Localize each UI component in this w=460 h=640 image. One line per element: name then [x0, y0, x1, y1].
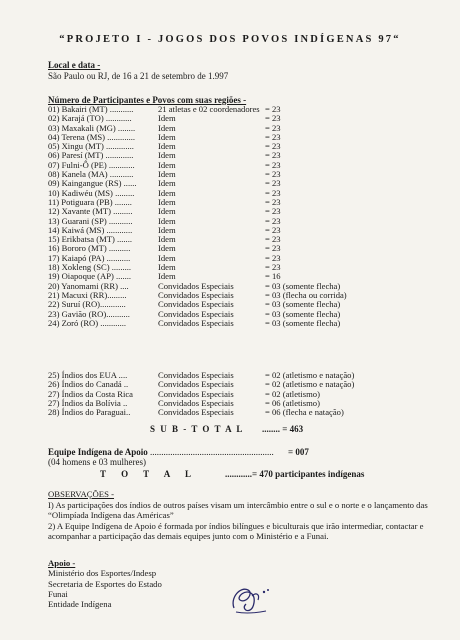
participant-description: Idem	[158, 252, 176, 263]
participant-count: = 23	[265, 113, 281, 124]
participant-row	[48, 319, 428, 328]
participant-name: 10) Kadiwéu (MS) .........	[48, 187, 135, 198]
participant-description: Idem	[158, 131, 176, 142]
participant-description: Convidados Especiais	[158, 280, 234, 291]
participant-description: Idem	[158, 187, 176, 198]
participant-count: = 23	[265, 150, 281, 161]
participant-description: Idem	[158, 169, 176, 180]
apoio-heading: Apoio -	[48, 558, 76, 568]
apoio-item: Ministério dos Esportes/Indesp	[48, 568, 157, 579]
participant-count: = 23	[265, 224, 281, 235]
participant-count: = 02 (atletismo e natação)	[265, 370, 355, 380]
participant-name: 07) Fulni-Ô (PE) ............	[48, 159, 135, 170]
participant-name: 26) Índios do Canadá ..	[48, 379, 129, 390]
participant-description: Idem	[158, 215, 176, 226]
participant-description: Idem	[158, 113, 176, 124]
apoio-item: Secretaria de Esportes do Estado	[48, 578, 162, 589]
participant-description: Convidados Especiais	[158, 397, 234, 408]
participant-name: 18) Xokleng (SC) .........	[48, 262, 132, 273]
participant-count: = 23	[265, 187, 281, 198]
participant-count: = 23	[265, 122, 281, 133]
subtotal-value: ........ = 463	[262, 424, 304, 434]
participant-name: 03) Maxakali (MG) ........	[48, 122, 136, 133]
participant-description: Idem	[158, 206, 176, 217]
participant-description: Convidados Especiais	[158, 388, 234, 399]
participant-name: 19) Oiapoque (AP) .......	[48, 271, 132, 282]
participant-count: = 23	[265, 215, 281, 226]
participant-description: 21 atletas e 02 coordenadores	[158, 104, 260, 114]
observacao-2: 2) A Equipe Indígena de Apoio é formada por índios bilíngues e biculturais que irão intermediar, contactar e acompanhar a participação das demais equipes junto com o Ministério e a Funai.	[48, 520, 424, 541]
participant-name: 20) Yanomami (RR) ....	[48, 280, 129, 291]
local-heading: Local e data -	[48, 60, 101, 70]
participant-name: 08) Kanela (MA) ...........	[48, 169, 134, 180]
participant-name: 01) Bakairi (MT) ...........	[48, 104, 134, 114]
participant-name: 14) Kaiwá (MS) ............	[48, 224, 133, 235]
foreign-participants-list	[48, 371, 428, 417]
participant-count: = 16	[265, 271, 281, 282]
participant-name: 11) Potiguara (PB) ........	[48, 196, 132, 207]
participant-count: = 23	[265, 262, 281, 273]
participant-count: = 03 (somente flecha)	[265, 308, 341, 319]
equipe-dots: .......................................................	[150, 447, 274, 457]
subtotal-label: S U B - T O T A L	[150, 424, 244, 434]
participant-name: 04) Terena (MS) .............	[48, 131, 136, 142]
participant-description: Idem	[158, 224, 176, 235]
participant-count: = 23	[265, 243, 281, 254]
participant-description: Idem	[158, 243, 176, 254]
participants-heading-text: Número de Participantes e Povos com suas regiões -	[48, 95, 247, 105]
participant-name: 22) Suruí (RO)............	[48, 299, 126, 310]
participant-count: = 23	[265, 178, 281, 189]
participant-description: Idem	[158, 178, 176, 189]
equipe-line	[48, 447, 309, 467]
local-text: São Paulo ou RJ, de 16 a 21 de setembro de 1.997	[48, 70, 229, 81]
participant-name: 02) Karajá (TO) ............	[48, 113, 132, 124]
participant-count: = 23	[265, 159, 281, 170]
participant-name: 05) Xingu (MT) .............	[48, 141, 134, 152]
participant-count: = 23	[265, 104, 281, 114]
participant-count: = 03 (somente flecha)	[265, 280, 341, 291]
participant-count: = 23	[265, 141, 281, 152]
apoio-section	[48, 558, 162, 609]
participant-name: 24) Zoró (RO) ............	[48, 317, 127, 328]
participant-description: Convidados Especiais	[158, 317, 234, 328]
participant-description: Idem	[158, 150, 176, 161]
participant-name: 27) Índios da Costa Rica	[48, 388, 133, 399]
participant-name: 17) Kaiapó (PA) ...........	[48, 252, 131, 263]
participant-count: = 03 (flecha ou corrida)	[265, 289, 347, 300]
participant-description: Convidados Especiais	[158, 379, 234, 390]
participants-list	[48, 105, 428, 328]
participant-count: = 03 (somente flecha)	[265, 317, 341, 328]
participant-description: Convidados Especiais	[158, 370, 234, 380]
local-section	[48, 60, 228, 81]
document-title: “PROJETO I - JOGOS DOS POVOS INDÍGENAS 97“	[59, 34, 401, 45]
handwritten-signature	[226, 578, 286, 618]
participant-count: = 23	[265, 131, 281, 142]
participant-count: = 23	[265, 234, 281, 245]
participant-name: 23) Gavião (RO)...........	[48, 308, 130, 319]
participant-name: 12) Xavante (MT) .........	[48, 206, 133, 217]
participant-description: Idem	[158, 262, 176, 273]
participant-name: 09) Kaingangue (RS) ......	[48, 178, 137, 189]
participant-name: 13) Guarani (SP) ...........	[48, 215, 133, 226]
participant-name: 28) Índios do Paraguai..	[48, 407, 131, 418]
participant-name: 15) Erikbatsa (MT) .......	[48, 234, 133, 245]
observacao-1: I) As participações dos índios de outros países visam um intercâmbio entre o sul e o norte e o lançamento das “Olimpíada Indígena das Américas”	[48, 499, 428, 520]
participant-count: = 02 (atletismo e natação)	[265, 379, 355, 390]
observacoes-section	[48, 489, 440, 542]
participant-description: Convidados Especiais	[158, 289, 234, 300]
participant-description: Convidados Especiais	[158, 308, 234, 319]
participant-name: 25) Índios dos EUA ....	[48, 370, 128, 380]
participant-count: = 02 (atletismo)	[265, 388, 320, 399]
participant-name: 06) Paresí (MT) .............	[48, 150, 134, 161]
participant-count: = 23	[265, 169, 281, 180]
participant-count: = 23	[265, 206, 281, 217]
equipe-label: Equipe Indígena de Apoio	[48, 447, 148, 457]
observacoes-heading: OBSERVAÇÕES -	[48, 489, 115, 499]
participant-description: Idem	[158, 196, 176, 207]
participant-count: = 23	[265, 252, 281, 263]
participant-description: Idem	[158, 159, 176, 170]
participant-description: Idem	[158, 234, 176, 245]
participant-description: Idem	[158, 271, 176, 282]
apoio-item: Entidade Indígena	[48, 599, 112, 610]
participant-description: Convidados Especiais	[158, 407, 234, 418]
participant-count: = 23	[265, 196, 281, 207]
total-value: ............= 470 participantes indígenas	[225, 469, 365, 479]
participant-count: = 06 (atletismo)	[265, 397, 320, 408]
apoio-item: Funai	[48, 588, 68, 599]
participant-description: Convidados Especiais	[158, 299, 234, 310]
participant-count: = 06 (flecha e natação)	[265, 407, 344, 418]
participant-count: = 03 (somente flecha)	[265, 299, 341, 310]
participant-name: 27) Índios da Bolívia ..	[48, 397, 128, 408]
equipe-note: (04 homens e 03 mulheres)	[48, 457, 146, 467]
equipe-value: = 007	[288, 447, 309, 457]
participant-name: 16) Bororo (MT) ..........	[48, 243, 131, 254]
participant-description: Idem	[158, 122, 176, 133]
participant-name: 21) Macuxi (RR).........	[48, 289, 127, 300]
total-label: T O T A L	[100, 469, 198, 479]
participant-description: Idem	[158, 141, 176, 152]
participant-row	[48, 408, 428, 417]
